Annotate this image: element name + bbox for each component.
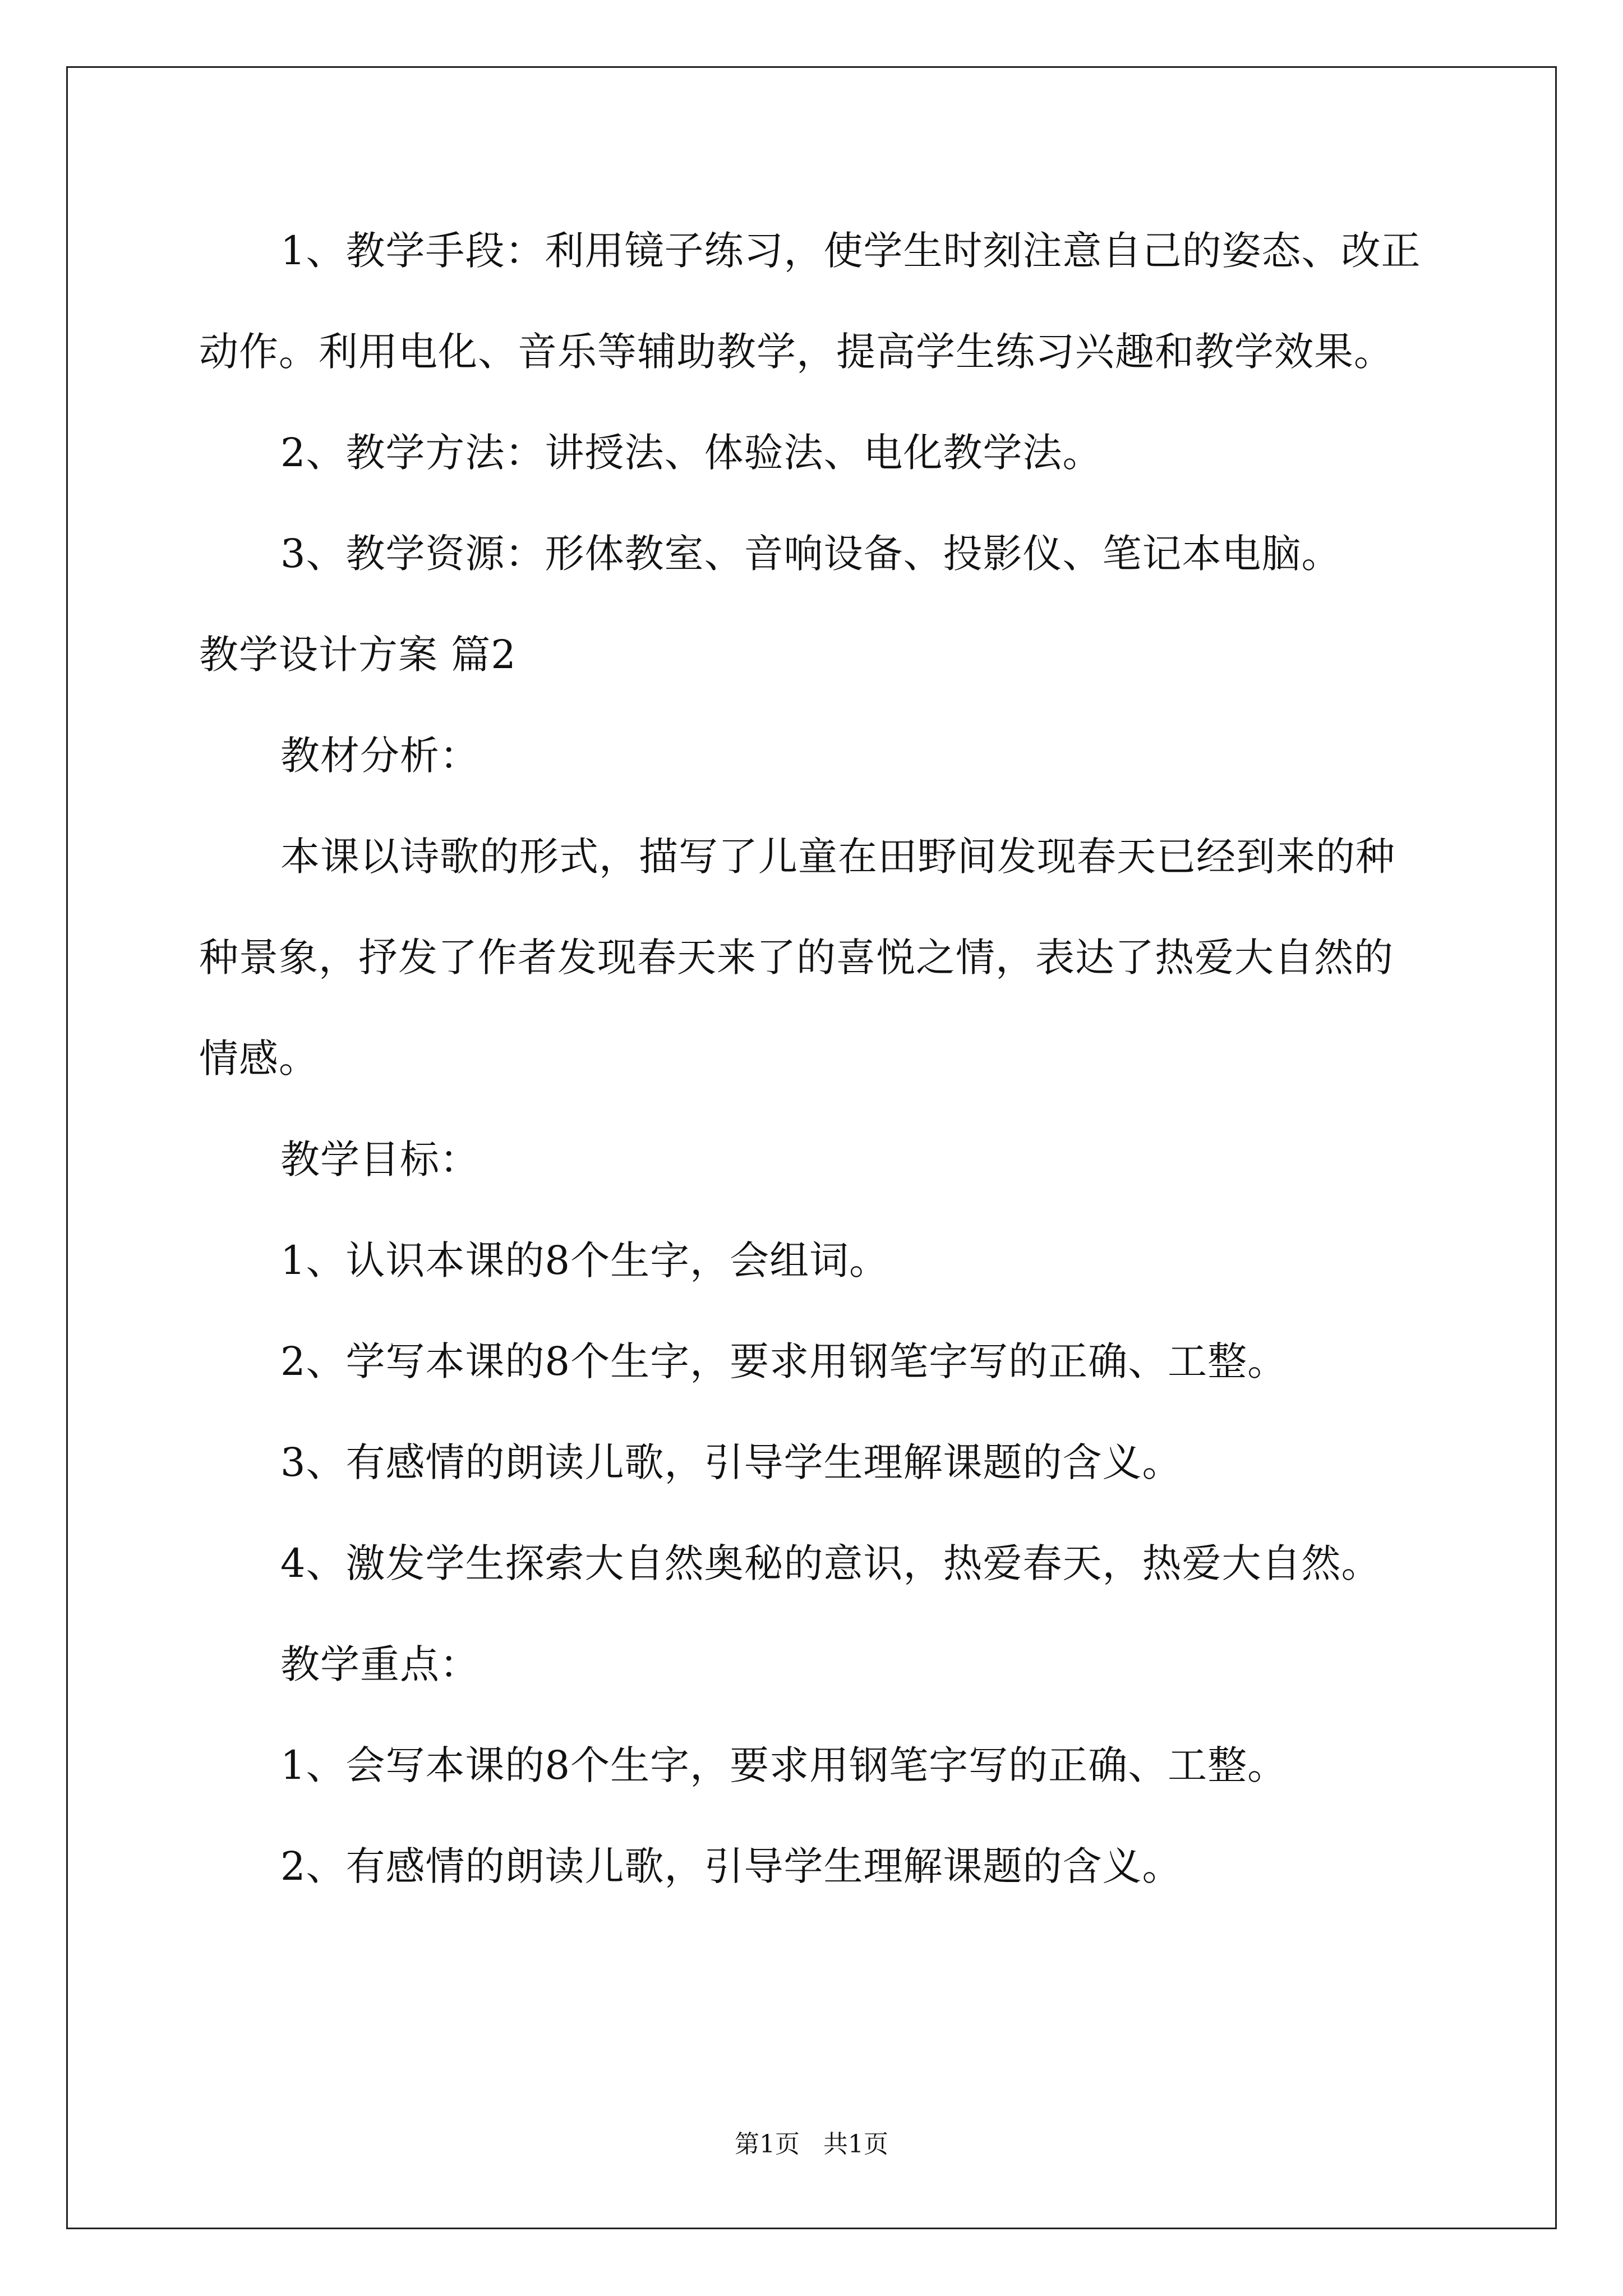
text-line: 动作。利用电化、音乐等辅助教学，提高学生练习兴趣和教学效果。 (199, 329, 1394, 375)
text-line: 情感。 (199, 1036, 319, 1082)
section-heading: 教学设计方案 篇2 (199, 632, 517, 678)
subheading: 教学重点： (280, 1641, 479, 1687)
text-line: 3、有感情的朗读儿歌，引导学生理解课题的含义。 (280, 1439, 1182, 1485)
text-line: 1、认识本课的8个生字，会组词。 (280, 1237, 889, 1283)
text-line: 本课以诗歌的形式，描写了儿童在田野间发现春天已经到来的种 (280, 834, 1395, 880)
page-number: 第1页 (735, 2130, 800, 2159)
subheading: 教学目标： (280, 1137, 479, 1182)
text-line: 2、有感情的朗读儿歌，引导学生理解课题的含义。 (280, 1843, 1182, 1889)
text-line: 1、教学手段：利用镜子练习，使学生时刻注意自己的姿态、改正 (280, 228, 1421, 274)
page-total: 共1页 (823, 2130, 888, 2159)
text-line: 3、教学资源：形体教室、音响设备、投影仪、笔记本电脑。 (280, 531, 1341, 577)
text-line: 2、教学方法：讲授法、体验法、电化教学法。 (280, 430, 1103, 476)
text-line: 种景象，抒发了作者发现春天来了的喜悦之情，表达了热爱大自然的 (199, 935, 1394, 981)
text-line: 2、学写本课的8个生字，要求用钢笔字写的正确、工整。 (280, 1338, 1288, 1384)
text-line: 1、会写本课的8个生字，要求用钢笔字写的正确、工整。 (280, 1742, 1288, 1788)
page-footer (0, 2128, 1623, 2161)
text-line: 4、激发学生探索大自然奥秘的意识，热爱春天，热爱大自然。 (280, 1540, 1381, 1586)
subheading: 教材分析： (280, 733, 479, 779)
